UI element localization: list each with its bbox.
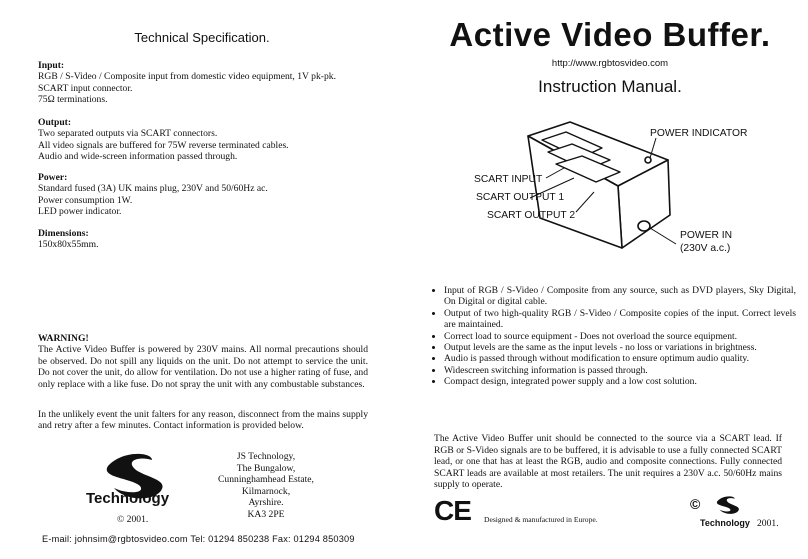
product-title: Active Video Buffer.	[449, 16, 771, 53]
power-line: Standard fused (3A) UK mains plug, 230V and 50/60Hz ac.	[38, 183, 268, 195]
power-section	[38, 172, 368, 218]
left-copyright: © 2001.	[117, 514, 149, 525]
warning-title: WARNING!	[38, 333, 89, 344]
label-power-in: POWER IN	[680, 230, 733, 241]
device-diagram	[470, 100, 790, 280]
feature-item: • Output levels are the same as the input levels - no loss or variations in brightness.	[444, 342, 796, 353]
made-in-text: Designed & manufactured in Europe.	[484, 515, 598, 524]
right-logo-text: Technology	[700, 518, 750, 528]
feature-item: • Widescreen switching information is passed through.	[444, 365, 796, 376]
address-line: Cunninghamhead Estate,	[218, 474, 314, 486]
address-line: Ayrshire.	[248, 497, 284, 509]
input-title: Input:	[38, 60, 65, 71]
warning-text-2: In the unlikely event the unit falters for any reason, disconnect from the mains supply and retry after a few minutes. Contact information is provided below.	[38, 409, 368, 432]
power-line: Power consumption 1W.	[38, 194, 133, 206]
feature-item: • Compact design, integrated power supply and a low cost solution.	[444, 376, 796, 387]
js-logo-small-icon	[712, 494, 748, 520]
ce-mark: CE	[434, 495, 471, 526]
output-line: Two separated outputs via SCART connectors.	[38, 128, 218, 140]
right-year: 2001.	[757, 518, 779, 529]
feature-item: • Correct load to source equipment - Does not overload the source equipment.	[444, 331, 796, 342]
manual-subtitle: Instruction Manual.	[538, 77, 682, 96]
copyright-symbol: ©	[690, 496, 701, 512]
contact-line: E-mail: johnsim@rgbtosvideo.com Tel: 01294 850238 Fax: 01294 850309	[42, 534, 355, 544]
feature-item: • Audio is passed through without modification to ensure optimum audio quality.	[444, 353, 796, 364]
input-line: SCART input connector.	[38, 82, 133, 94]
feature-list	[430, 285, 796, 388]
address-line: JS Technology,	[236, 451, 296, 462]
dimensions-title: Dimensions:	[38, 228, 89, 239]
label-scart-output-1: SCART OUTPUT 1	[476, 192, 565, 203]
website-url[interactable]: http://www.rgbtosvideo.com	[551, 58, 669, 69]
connection-instructions: The Active Video Buffer unit should be connected to the source via a SCART lead. If RGB or S-Video signals are to be buffered, it is advisable to use a fully connected SCART lead, or one that has at least the RGB, audio and composite connections. Fully connected SCART leads are available at most retailers. The unit requires a 230V a.c. 50/60Hz mains supply to operate.	[434, 433, 782, 491]
input-line: RGB / S-Video / Composite input from domestic video equipment, 1V pk-pk.	[38, 71, 336, 83]
power-title: Power:	[38, 172, 68, 183]
left-logo-text: Technology	[86, 490, 170, 507]
warning-section	[38, 333, 368, 390]
output-title: Output:	[38, 117, 72, 128]
dimensions-section	[38, 228, 368, 251]
warning-text: The Active Video Buffer is powered by 230V mains. All normal precautions should be observed. Do not spill any liquids on the unit. Do not attempt to service the unit. Do not cover the unit, do allow for ventilation. Do not use a higher rating of fuse, and only replace with a like fuse. Do not spray the unit with any combustable substances.	[38, 344, 368, 390]
feature-item: • Input of RGB / S-Video / Composite from any source, such as DVD players, Sky Digital, On Digital or digital cable.	[444, 285, 796, 308]
address-line: The Bungalow,	[236, 462, 296, 474]
power-line: LED power indicator.	[38, 206, 122, 218]
input-section	[38, 60, 368, 106]
output-line: All video signals are buffered for 75W reverse terminated cables.	[38, 139, 289, 151]
label-scart-output-2: SCART OUTPUT 2	[487, 210, 576, 221]
feature-item: • Output of two high-quality RGB / S-Video / Composite copies of the input. Correct levels are maintained.	[444, 308, 796, 331]
label-power-indicator: POWER INDICATOR	[650, 128, 748, 139]
address-block	[214, 451, 318, 521]
output-section	[38, 117, 368, 163]
dimensions-line: 150x80x55mm.	[38, 239, 99, 251]
label-scart-input: SCART INPUT	[474, 174, 543, 185]
input-line: 75Ω terminations.	[38, 94, 108, 106]
spec-heading: Technical Specification.	[134, 30, 270, 45]
address-line: KA3 2PE	[247, 508, 285, 520]
address-line: Kilmarnock,	[241, 485, 291, 497]
output-line: Audio and wide-screen information passed through.	[38, 151, 238, 163]
label-power-in-sub: (230V a.c.)	[680, 243, 731, 254]
